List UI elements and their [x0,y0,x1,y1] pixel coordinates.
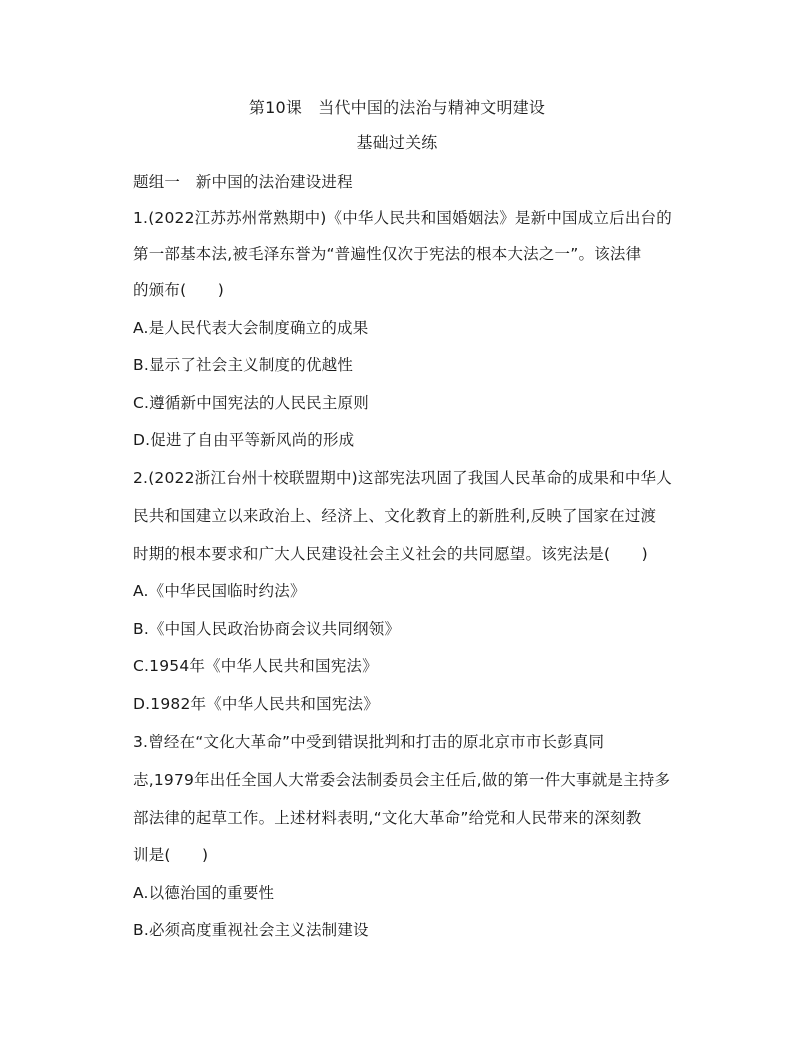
q2-stem-line: 时期的根本要求和广大人民建设社会主义社会的共同愿望。该宪法是( ) [133,545,648,563]
lesson-title: 第10课 当代中国的法治与精神文明建设 [248,98,546,117]
section-subtitle: 基础过关练 [356,133,438,152]
q3-option-a: A.以德治国的重要性 [133,884,275,902]
q1-option-a: A.是人民代表大会制度确立的成果 [133,319,369,337]
q3-stem-line: 训是( ) [133,846,209,864]
q1-option-d: D.促进了自由平等新风尚的形成 [133,431,355,449]
q1-stem-line: 1.(2022江苏苏州常熟期中)《中华人民共和国婚姻法》是新中国成立后出台的 [133,209,672,227]
q3-stem-line: 3.曾经在“文化大革命”中受到错误批判和打击的原北京市市长彭真同 [133,733,605,751]
q3-stem-line: 部法律的起草工作。上述材料表明,“文化大革命”给党和人民带来的深刻教 [133,809,642,827]
q1-stem-line: 第一部基本法,被毛泽东誉为“普遍性仅次于宪法的根本大法之一”。该法律 [133,245,642,263]
q3-stem-line: 志,1979年出任全国人大常委会法制委员会主任后,做的第一件大事就是主持多 [133,771,671,789]
group-heading: 题组一 新中国的法治建设进程 [133,173,353,191]
q1-stem-line: 的颁布( ) [133,281,224,299]
q2-option-a: A.《中华民国临时约法》 [133,582,306,600]
q3-option-b: B.必须高度重视社会主义法制建设 [133,921,369,939]
q2-option-b: B.《中国人民政治协商会议共同纲领》 [133,620,401,638]
q2-stem-line: 2.(2022浙江台州十校联盟期中)这部宪法巩固了我国人民革命的成果和中华人 [133,469,672,487]
q2-option-c: C.1954年《中华人民共和国宪法》 [133,657,378,675]
q1-option-c: C.遵循新中国宪法的人民民主原则 [133,394,369,412]
q2-option-d: D.1982年《中华人民共和国宪法》 [133,695,379,713]
q2-stem-line: 民共和国建立以来政治上、经济上、文化教育上的新胜利,反映了国家在过渡 [133,507,657,525]
q1-option-b: B.显示了社会主义制度的优越性 [133,356,354,374]
